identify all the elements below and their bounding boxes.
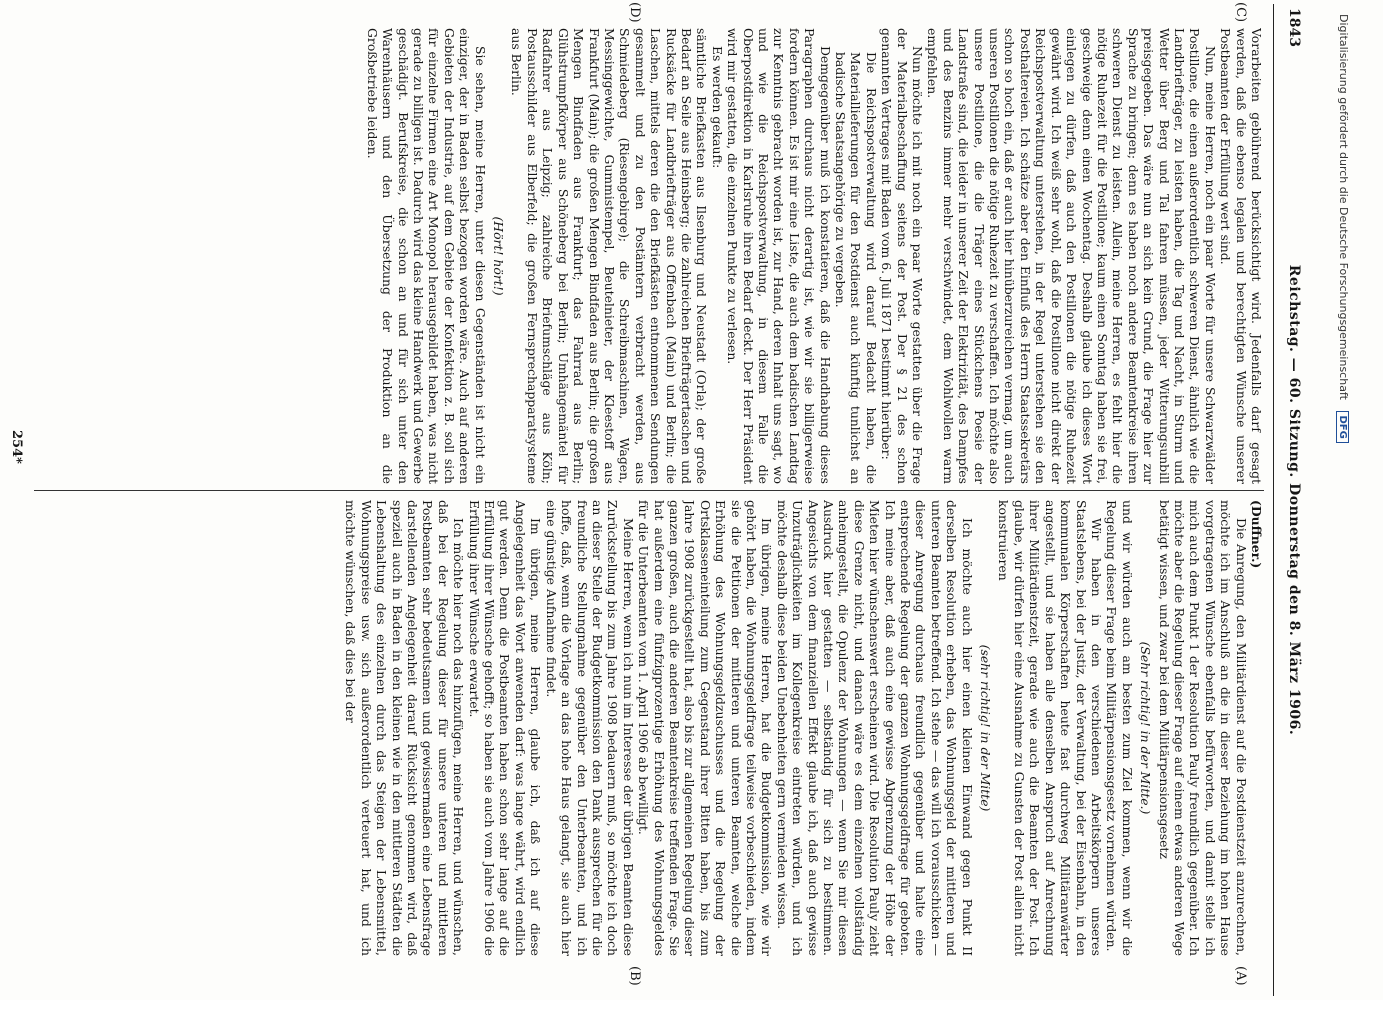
sheet-signature: 254*: [9, 430, 24, 464]
margin-marker-c: (C): [1233, 2, 1248, 23]
speaker-name: (Duffner.): [1249, 500, 1264, 569]
margin-marker-b: (B): [627, 966, 642, 986]
column-right-p1: Vorarbeiten gebührend berücksichtigt wird. Jedenfalls darf gesagt werden, daß die ebenso legalen und berechtigten Wünsche unserer Postbeamten der Erfüllung wert sind.: [1218, 28, 1264, 484]
column-right-quote: Die Reichspostverwaltung wird darauf Bedacht haben, die Materiallieferungen für den Postdienst auch künftig tunlichst an badische Staatsangehörige zu vergeben.: [833, 52, 879, 484]
column-right-p5: Es werden gekauft:: [709, 46, 725, 169]
column-right-p6: sämtliche Briefkasten aus Ilsenburg und Neustadt (Orla); der große Bedarf an Seile aus Heinsberg; die zahlreichen Briefträgertaschen und Rucksäcke für Landbriefträger aus Offenbach (Main) und Berlin; die Laschen, mittels deren die den Briefkästen entnommenen Sendungen gesammelt und zu den Postämtern verbracht werden, aus Schmiedeberg (Riesengebirge); die Schreibmaschinen, Wagen, Messinggewichte, Gummistempel, Beutelnieter, der Kleestoff aus Frankfurt (Main); die großen Mengen Bindfaden aus Berlin; die großen Mengen Bindfaden aus Frankfurt; das Fahrrad aus Berlin; Glühstrumpfkörper aus Schöneberg bei Berlin; Umhängemäntel für Radfahrer aus Leipzig; zahlreiche Briefumschläge aus Köln; Postausschilder aus Elberfeld; die großen Fernsprechapparatsysteme aus Berlin.: [509, 28, 710, 484]
header-rule: [1273, 4, 1274, 996]
column-left-aside1: (Sehr richtig! in der Mitte.): [1138, 641, 1154, 815]
page-header: [1266, 0, 1310, 1000]
column-left-p6: Meine Herren, wenn ich nun im Interesse der übrigen Beamten diese Zurückstellung bis zum Jahre 1908 bedauern muß, so möchte ich doch an dieser Stelle der Budgetkommission den Dank aussprechen für die freundliche Stellungnahme gegenüber den Unterbeamten, und ich hoffe, daß, wenn die Vorlage an das hohe Haus gelangt, sie auch hier eine günstige Aufnahme findet.: [543, 500, 636, 956]
column-left-p5: Im übrigen, meine Herren, hat die Budgetkommission, wie wir gehört haben, die Wohnungsgeldfrage teilweise vorbeschieden, indem sie die Petitionen der mittleren und unteren Beamten, welche die Erhöhung des Wohnungsgeldzuschusses und die Regelung der Ortsklasseneinteilung zum Gegenstand ihrer Bitten haben, bis zum Jahre 1908 zurückgestellt hat, also bis zur allgemeinen Regelung dieser ganzen großen, auch die anderen Beamtenkreise treffenden Frage. Sie hat außerdem eine fünfzigprozentige Erhöhung des Wohnungsgeldes für die Unterbeamten vom 1. April 1906 ab bewilligt.: [636, 500, 775, 956]
column-left: [34, 28, 1264, 484]
column-left-p2: und wir würden auch am besten zum Ziel kommen, wenn wir die Regelung dieser Frage beim Militärpensionsgesetz vornehmen würden.: [1104, 500, 1135, 956]
margin-marker-a: (A): [1233, 966, 1248, 986]
column-left-p3: Wir haben in den verschiedenen Arbeitskörpern unseres Staatslebens, bei der Justiz, der Verwaltung, bei der Eisenbahn, in den kommunalen Körperschaften heute fast durchweg Militäranwärter angestellt, und sie haben alle denselben Anspruch auf Anrechnung ihrer Militärdienstzeit, gerade wie auch die Beamten der Post. Ich glaube, wir dürfen hier eine Ausnahme zu Gunsten der Post allein nicht konstruieren: [996, 500, 1104, 956]
column-left-p7: Im übrigen, meine Herren, glaube ich, daß ich auf diese Angelegenheit das Wort anwenden darf: was lange währt, wird endlich gut werden. Denn die Postbeamten haben schon sehr lange auf die Erfüllung ihrer Wünsche gehofft; so haben sie auch vom Jahre 1906 die Erfüllung ihrer Wünsche erwartet.: [466, 500, 544, 956]
column-left-aside2: (sehr richtig! in der Mitte): [978, 644, 994, 812]
column-right-p3: Nun möchte ich mit noch ein paar Worte gestatten über die Frage der Materialbeschaffung seitens der Post. Der § 21 des schon genannten Vertrages mit Baden vom 6. Juli 1871 bestimmt hierüber:: [879, 28, 926, 484]
margin-marker-d: (D): [627, 2, 642, 23]
column-left-p4: Ich möchte auch hier einen kleinen Einwand gegen Punkt II derselben Resolution erheben, das Wohnungsgeld der mittleren und unteren Beamten betreffend. Ich stehe — das will ich vorausschicken — dieser Anregung durchaus freundlich gegenüber und halte eine entsprechende Regelung der ganzen Wohnungsgeldfrage für geboten. Ich meine aber, daß auch eine gewisse Abgrenzung der Höhe der Mieten hier wünschenswert erscheinen wird. Die Resolution Pauly zieht diese Grenze nicht, und danach wäre es dem einzelnen vollständig anheimgestellt, die Opulenz der Wohnungen — wenn Sie mir diesen Ausdruck hier gestatten — selbständig für sich zu bestimmen. Angesichts von dem finanziellen Effekt glaube ich, daß auch gewisse Unzuträglichkeiten im Kollegenkreise eintreten würden, und ich möchte deshalb diese beiden Unebenheiten gern vermieden wissen.: [774, 500, 975, 956]
column-right-p2: Nun, meine Herren, noch ein paar Worte für unsere Schwarzwälder Postillone, die einen außerordentlich schweren Dienst, ähnlich wie die Landbriefträger, zu leisten haben, die Tag und Nacht, in Sturm und Wetter über Berg und Tal fahren müssen, jeder Witterungsunbill preisgegeben. Das wäre nun an sich kein Grund, die Frage hier zur Sprache zu bringen; denn es haben noch andere Beamtenkreise ihren schweren Dienst zu leisten. Allein, meine Herren, es fehlt hier die nötige Ruhezeit für die Postillone; kaum einen Sonntag haben sie frei, geschweige denn einen Wochentag. Deshalb glaube ich dieses Wort einlegen zu dürfen, daß auch den Postillonen die nötige Ruhezeit gewährt wird. Ich weiß sehr wohl, daß die Postillone nicht direkt der Reichspostverwaltung unterstehen, in der Regel unterstehen sie den Posthaltereien. Ich schätze aber den Einfluß des Herrn Staatssekretärs schon so hoch ein, daß er auch hier hinüberzureichen vermag, um auch unseren Postillonen die nötige Ruhezeit zu verschaffen. Ich möchte also unsere Postillone, die die Träger eines Stückchens Poesie der Landstraße sind, die leider in unserer Zeit der Elektrizität, des Dampfes und des Benzins immer mehr verschwindet, dem Wohlwollen warm empfehlen.: [925, 28, 1218, 484]
page-number: 1843: [1286, 8, 1302, 47]
column-right-aside: (Hört! hört!): [491, 216, 507, 296]
column-left-p8: Ich möchte hier noch das hinzufügen, meine Herren, und wünschen, daß bei der Regelung dieser für unsere unteren und mittleren Postbeamten sehr bedeutsamen und gewissermaßen eine Lebensfrage darstellenden Angelegenheit darauf Rücksicht genommen wird, daß speziell auch in Baden in den kleinen wie in den mittleren Städten die Lebenshaltung des einzelnen durch das Steigen der Lebensmittel, Wohnungspreise usw. sich außerordentlich verteuert hat, und ich möchte wünschen, daß dies bei der: [343, 500, 467, 956]
column-right-p7: Sie sehen, meine Herren, unter diesen Gegenständen ist nicht ein einziger, der in Baden selbst bezogen worden wäre. Auch auf anderen Gebieten der Industrie, auf dem Gebiete der Konfektion z. B. soll sich für einzelne Firmen eine Art Monopol herausgebildet haben, was nicht gerade zu billigen ist. Dadurch wird das kleine Handwerk und Gewerbe geschädigt. Berufskreise, die schon an und für sich unter den Warenhäusern und den Übersetzung der Produktion an die Großbetriebe leiden.: [364, 28, 488, 484]
running-title: Reichstag. — 60. Sitzung. Donnerstag den 8. März 1906.: [1286, 264, 1302, 736]
column-right-p4: Demgegenüber muß ich konstatieren, daß die Handhabung dieses Paragraphen durchaus nicht derartig ist, wie wir sie billigerweise fordern können. Es ist mir eine Liste, die auch dem badischen Landtag zur Kenntnis gebracht worden ist, zur Hand, deren Inhalt uns sagt, wo und wie die Reichspostverwaltung, in diesem Falle die Oberpostdirektion in Karlsruhe ihren Bedarf deckt. Der Herr Präsident wird mir gestatten, die einzelnen Punkte zu verlesen.: [725, 28, 833, 484]
column-divider: [34, 490, 1264, 491]
dfg-logo: DFG: [1336, 411, 1349, 442]
digitization-credit: [1326, 14, 1350, 1014]
column-left-p1: Die Anregung, den Militärdienst auf die Postdienstzeit anzurechnen, möchte ich im Anschluß an die in dieser Beziehung im hohen Hause vorgetragenen Wünsche ebenfalls befürworten, und damit stelle ich mich auch dem Punkt 1 der Resolution Pauly freundlich gegenüber. Ich möchte aber die Regelung dieser Frage auf einem etwas anderen Wege betätigt wissen, und zwar bei dem Militärpensionsgesetz: [1156, 500, 1249, 956]
column-right: [34, 500, 1264, 956]
credit-text: Digitalisierung gefördert durch die Deutsche Forschungsgemeinschaft: [1337, 14, 1350, 400]
